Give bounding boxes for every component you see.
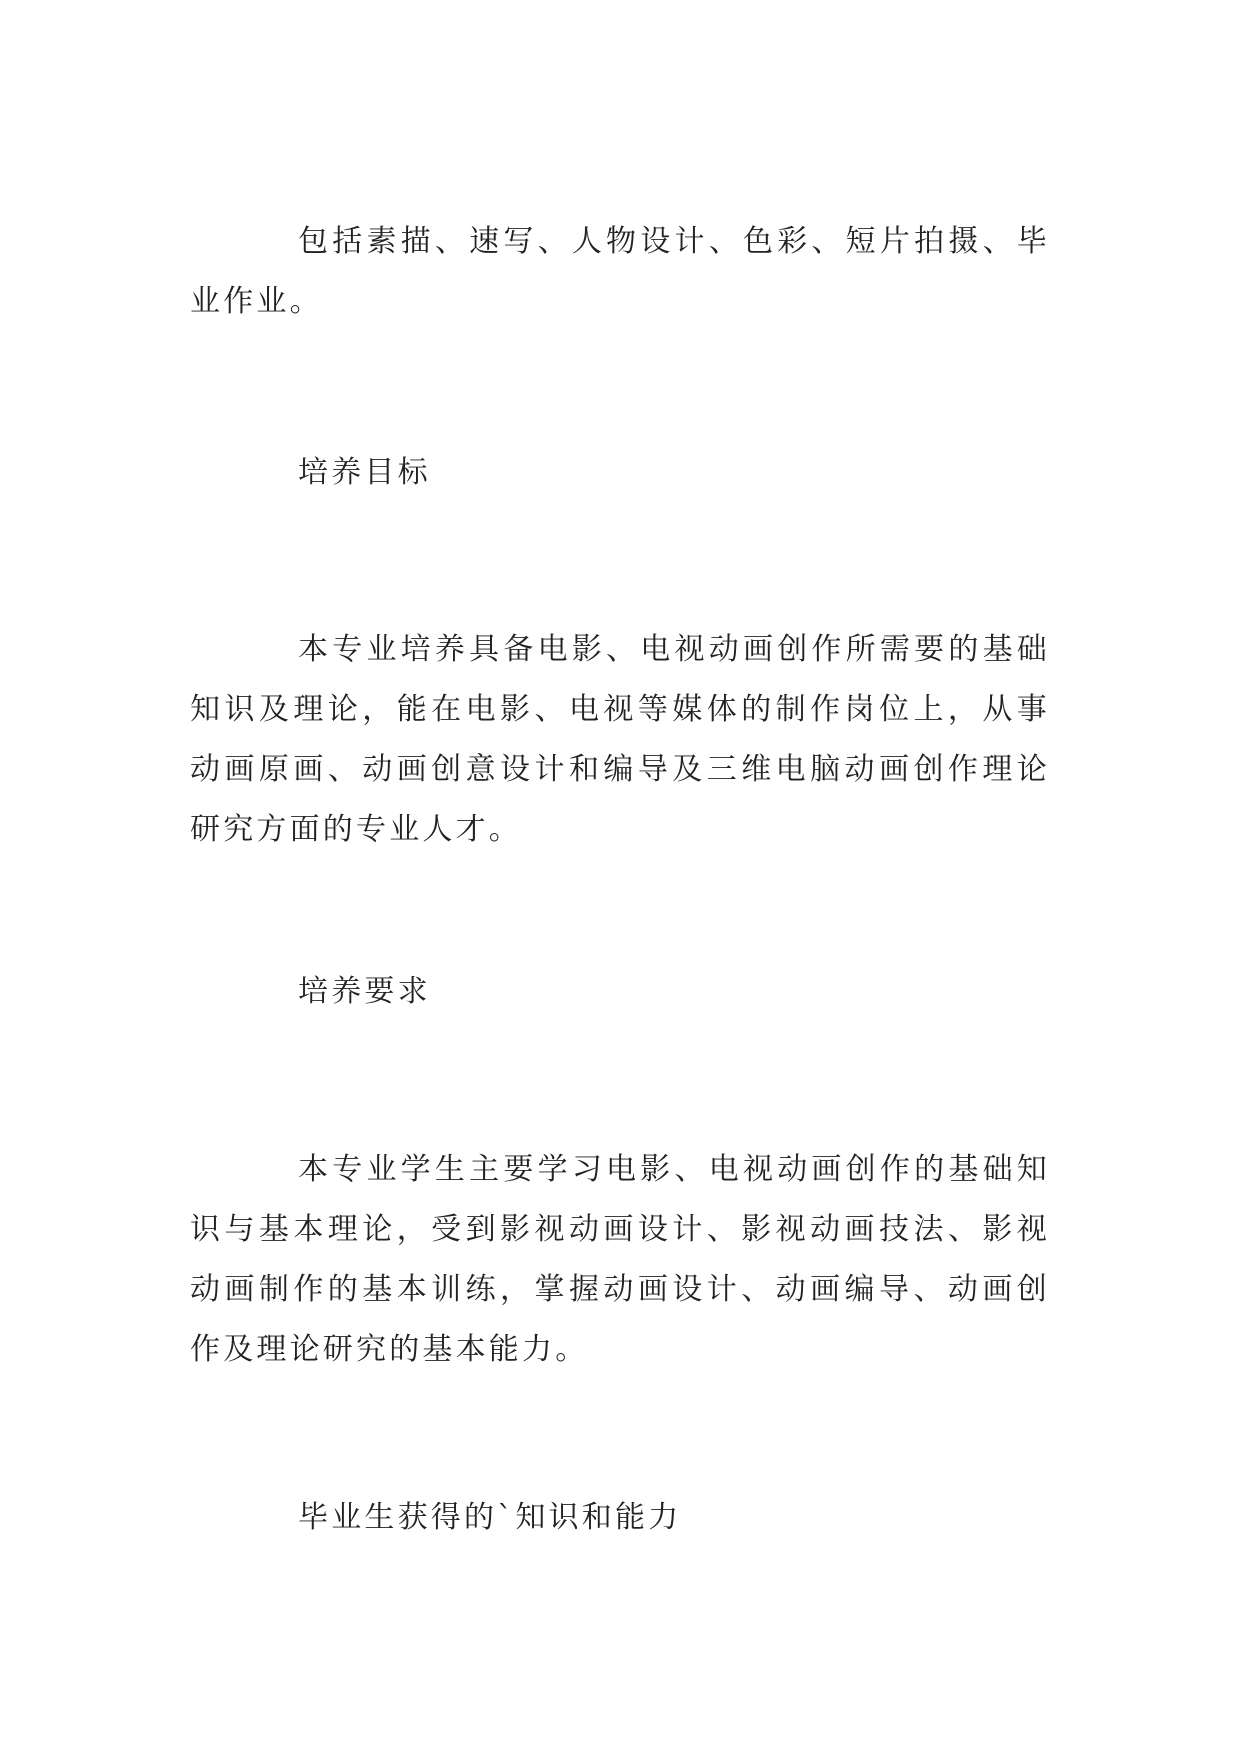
heading-abilities: 毕业生获得的`知识和能力 (298, 1500, 682, 1535)
paragraph-requirements: 本专业学生主要学习电影、电视动画创作的基础知识与基本理论，受到影视动画设计、影视动画技法、影视动画制作的基本训练，掌握动画设计、动画编导、动画创作及理论研究的基本能力。 (190, 1152, 1050, 1367)
paragraph-goals: 本专业培养具备电影、电视动画创作所需要的基础知识及理论，能在电影、电视等媒体的制作岗位上，从事动画原画、动画创意设计和编导及三维电脑动画创作理论研究方面的专业人才。 (190, 632, 1050, 847)
heading-requirements: 培养要求 (298, 974, 431, 1009)
heading-goals: 培养目标 (298, 455, 431, 490)
paragraph-courses: 包括素描、速写、人物设计、色彩、短片拍摄、毕业作业。 (190, 224, 1050, 319)
